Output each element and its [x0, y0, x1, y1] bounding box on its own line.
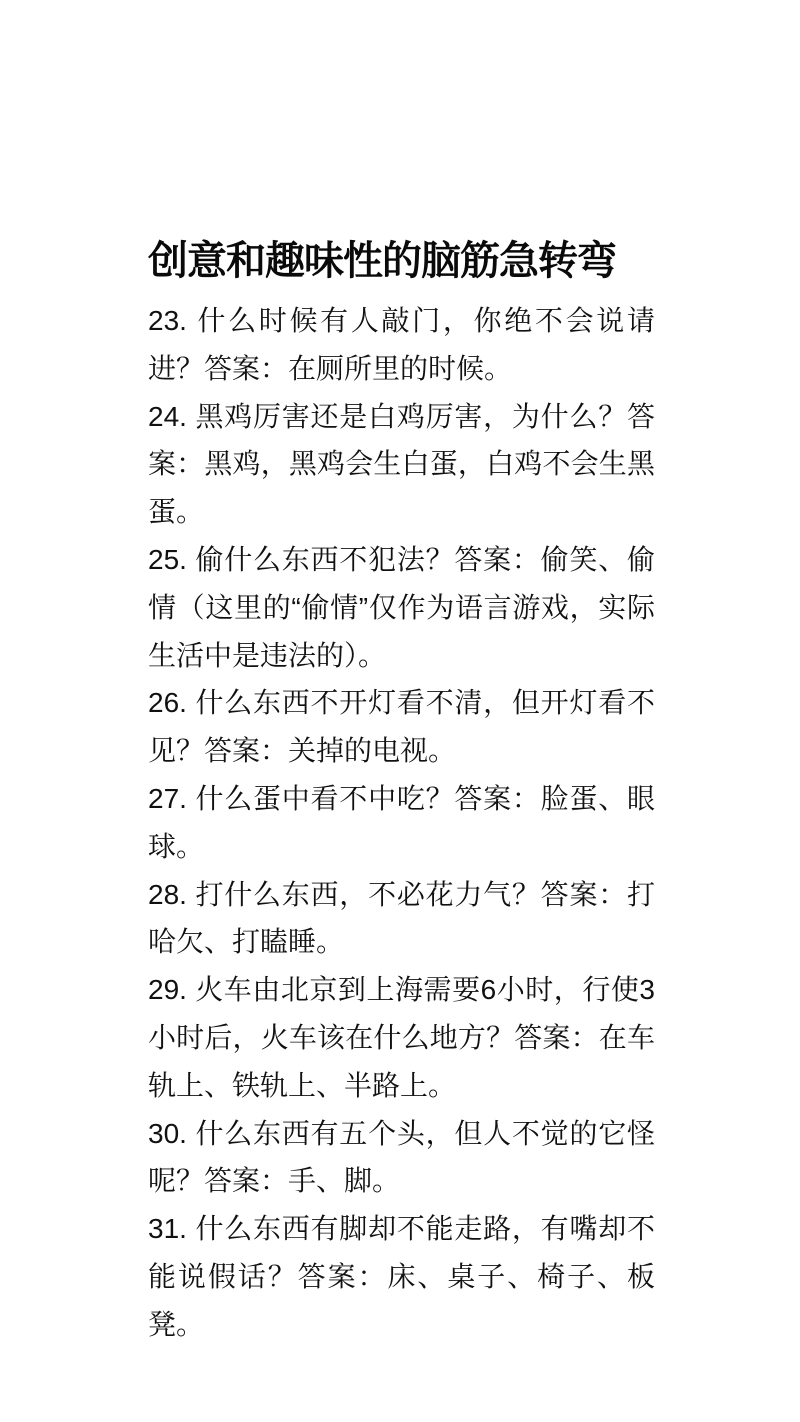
- riddle-item-30: 30. 什么东西有五个头，但人不觉的它怪呢？答案：手、脚。: [148, 1117, 655, 1197]
- riddle-item-27: 27. 什么蛋中看不中吃？答案：脸蛋、眼球。: [148, 782, 655, 862]
- riddle-item-24: 24. 黑鸡厉害还是白鸡厉害，为什么？答案：黑鸡，黑鸡会生白蛋，白鸡不会生黑蛋。: [148, 400, 655, 528]
- riddle-item-31: 31. 什么东西有脚却不能走路，有嘴却不能说假话？答案：床、桌子、椅子、板凳。: [148, 1213, 655, 1340]
- riddle-item-26: 26. 什么东西不开灯看不清，但开灯看不见？答案：关掉的电视。: [148, 687, 655, 767]
- riddle-item-23: 23. 什么时候有人敲门，你绝不会说请进？答案：在厕所里的时候。: [148, 305, 655, 384]
- riddle-item-28: 28. 打什么东西，不必花力气？答案：打哈欠、打瞌睡。: [148, 878, 655, 958]
- riddle-item-29: 29. 火车由北京到上海需要6小时，行使3小时后，火车该在什么地方？答案：在车轨上、铁轨上、半路上。: [148, 974, 655, 1101]
- riddle-item-25: 25. 偷什么东西不犯法？答案：偷笑、偷情（这里的“偷情”仅作为语言游戏，实际生活中是违法的）。: [148, 543, 655, 671]
- page-title: 创意和趣味性的脑筋急转弯: [148, 239, 616, 283]
